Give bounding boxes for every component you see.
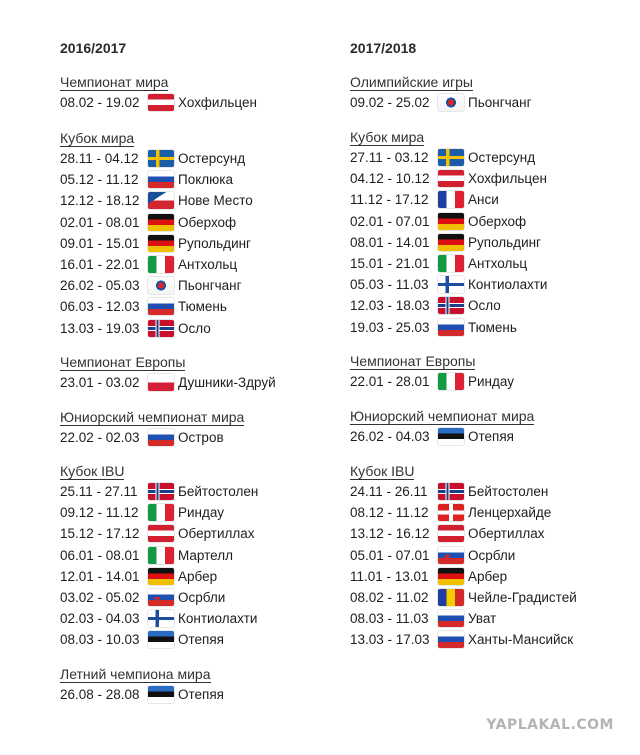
event-row	[60, 169, 253, 190]
event-row	[350, 274, 547, 295]
event-dates: 02.01 - 08.01	[60, 214, 140, 230]
event-dates: 02.03 - 04.03	[60, 611, 140, 627]
schedule-section	[350, 406, 534, 447]
event-dates: 26.02 - 05.03	[60, 278, 140, 294]
event-row	[60, 148, 253, 169]
flag-ger-icon	[438, 213, 464, 230]
flag-rus-icon	[438, 631, 464, 648]
section-title-text: Чемпионат Европы	[350, 353, 476, 369]
event-dates: 05.01 - 07.01	[350, 547, 430, 563]
event-dates: 06.03 - 12.03	[60, 299, 140, 315]
event-row	[60, 427, 244, 448]
section-title-text: Кубок IBU	[350, 463, 415, 479]
schedule-section	[350, 127, 547, 338]
flag-ita-icon	[148, 504, 174, 521]
flag-ita-icon	[438, 373, 464, 390]
event-venue: Обертиллах	[468, 526, 545, 542]
event-row	[350, 295, 547, 316]
section-title-text: Летний чемпиона мира	[60, 666, 211, 682]
flag-rus-icon	[438, 610, 464, 627]
event-venue: Осло	[178, 320, 211, 336]
event-dates: 04.12 - 10.12	[350, 171, 430, 187]
event-venue: Пьонгчанг	[468, 95, 532, 111]
event-venue: Тюмень	[468, 319, 517, 335]
event-row	[350, 523, 577, 544]
event-dates: 22.02 - 02.03	[60, 430, 140, 446]
event-row	[350, 426, 534, 447]
section-title	[350, 127, 547, 147]
schedule-section	[350, 72, 532, 113]
event-dates: 08.12 - 11.12	[350, 505, 429, 521]
event-row	[350, 211, 547, 232]
event-dates: 08.03 - 10.03	[60, 632, 140, 648]
flag-ger-icon	[148, 568, 174, 585]
event-dates: 13.03 - 17.03	[350, 632, 430, 648]
schedule-section	[350, 351, 514, 392]
flag-kor-icon	[438, 94, 464, 111]
event-dates: 13.03 - 19.03	[60, 320, 140, 336]
section-title-text: Юниорский чемпионат мира	[350, 408, 535, 424]
event-dates: 11.01 - 13.01	[350, 568, 429, 584]
event-dates: 11.12 - 17.12	[350, 192, 429, 208]
event-venue: Рупольдинг	[468, 234, 541, 250]
flag-est-icon	[148, 631, 174, 648]
event-venue: Риндау	[178, 505, 224, 521]
event-dates: 08.02 - 19.02	[60, 95, 140, 111]
event-venue: Арбер	[468, 568, 508, 584]
event-dates: 02.01 - 07.01	[350, 213, 430, 229]
event-row	[350, 629, 577, 650]
event-row	[60, 190, 253, 211]
event-venue: Отепяя	[178, 632, 224, 648]
flag-svk-icon	[148, 589, 174, 606]
event-venue: Контиолахти	[178, 611, 258, 627]
event-row	[350, 92, 532, 113]
event-row	[60, 233, 253, 254]
event-venue: Осрбли	[468, 547, 516, 563]
event-dates: 25.11 - 27.11	[60, 484, 138, 500]
section-title	[60, 407, 244, 427]
section-title	[350, 72, 532, 92]
flag-rus-icon	[148, 429, 174, 446]
event-venue: Осрбли	[178, 590, 226, 606]
event-venue: Нове Место	[178, 193, 253, 209]
section-title	[60, 72, 257, 92]
event-venue: Остров	[178, 430, 224, 446]
event-venue: Анси	[468, 192, 499, 208]
event-venue: Отепяя	[468, 429, 514, 445]
event-venue: Остерсунд	[468, 150, 536, 166]
event-dates: 27.11 - 03.12	[350, 150, 429, 166]
event-venue: Осло	[468, 298, 501, 314]
event-venue: Ханты-Мансийск	[468, 632, 574, 648]
event-dates: 19.03 - 25.03	[350, 319, 430, 335]
section-title-text: Юниорский чемпионат мира	[60, 409, 245, 425]
flag-aut-icon	[438, 170, 464, 187]
event-dates: 09.12 - 11.12	[60, 505, 139, 521]
event-row	[60, 275, 253, 296]
event-row	[60, 587, 258, 608]
event-venue: Поклюка	[178, 172, 233, 188]
event-row	[60, 502, 258, 523]
event-row	[60, 254, 253, 275]
event-venue: Хохфильцен	[468, 171, 547, 187]
event-dates: 26.08 - 28.08	[60, 687, 140, 703]
section-title-text: Олимпийские игры	[350, 74, 473, 90]
flag-sui-icon	[438, 504, 464, 521]
event-row	[60, 296, 253, 317]
flag-aut-icon	[148, 94, 174, 111]
schedule-section	[60, 128, 253, 339]
flag-ger-icon	[148, 235, 174, 252]
event-row	[350, 481, 577, 502]
flag-est-icon	[438, 428, 464, 445]
event-row	[60, 92, 257, 113]
event-row	[60, 566, 258, 587]
event-venue: Душники-Здруй	[178, 375, 276, 391]
event-row	[350, 587, 577, 608]
flag-ita-icon	[438, 255, 464, 272]
event-venue: Уват	[468, 611, 497, 627]
event-row	[60, 629, 258, 650]
event-row	[60, 212, 253, 233]
event-row	[350, 168, 547, 189]
event-dates: 24.11 - 26.11	[350, 484, 428, 500]
flag-nor-icon	[148, 320, 174, 337]
schedule-section	[350, 461, 577, 651]
section-title-text: Чемпионат мира	[60, 74, 169, 90]
flag-cze-icon	[148, 192, 174, 209]
event-dates: 28.11 - 04.12	[60, 151, 139, 167]
event-row	[60, 608, 258, 629]
event-row	[350, 608, 577, 629]
event-dates: 06.01 - 08.01	[60, 547, 140, 563]
event-row	[60, 372, 276, 393]
schedule-section	[60, 407, 244, 448]
section-title-text: Кубок мира	[60, 130, 135, 146]
watermark: YAPLAKAL.COM	[486, 717, 614, 733]
event-dates: 12.03 - 18.03	[350, 298, 430, 314]
flag-rus-icon	[148, 171, 174, 188]
event-dates: 26.02 - 04.03	[350, 429, 430, 445]
event-row	[350, 566, 577, 587]
event-venue: Оберхоф	[178, 214, 237, 230]
event-row	[60, 545, 258, 566]
flag-ita-icon	[148, 256, 174, 273]
section-title	[60, 352, 276, 372]
section-title-text: Кубок мира	[350, 129, 425, 145]
event-dates: 09.01 - 15.01	[60, 235, 140, 251]
event-row	[60, 481, 258, 502]
event-row	[60, 523, 258, 544]
event-dates: 16.01 - 22.01	[60, 257, 140, 273]
event-venue: Остерсунд	[178, 151, 246, 167]
event-row	[60, 684, 224, 705]
schedule-section	[60, 72, 257, 113]
flag-fin-icon	[148, 610, 174, 627]
event-row	[350, 371, 514, 392]
flag-ger-icon	[148, 214, 174, 231]
section-title	[350, 406, 534, 426]
flag-kor-icon	[148, 277, 174, 294]
event-row	[350, 189, 547, 210]
flag-nor-icon	[148, 483, 174, 500]
section-title	[60, 128, 253, 148]
flag-nor-icon	[438, 483, 464, 500]
section-title	[60, 461, 258, 481]
event-venue: Пьонгчанг	[178, 278, 242, 294]
flag-swe-icon	[148, 150, 174, 167]
event-venue: Антхольц	[468, 256, 528, 272]
season-title: 2017/2018	[350, 40, 417, 56]
flag-aut-icon	[438, 525, 464, 542]
schedule-section	[60, 461, 258, 651]
flag-fin-icon	[438, 276, 464, 293]
section-title	[350, 351, 514, 371]
event-venue: Ленцерхайде	[468, 505, 552, 521]
flag-nor-icon	[438, 297, 464, 314]
event-venue: Тюмень	[178, 299, 227, 315]
flag-ger-icon	[438, 568, 464, 585]
flag-svk-icon	[438, 547, 464, 564]
event-venue: Оберхоф	[468, 213, 527, 229]
event-dates: 05.12 - 11.12	[60, 172, 139, 188]
section-title-text: Чемпионат Европы	[60, 354, 186, 370]
flag-rus-icon	[148, 298, 174, 315]
event-dates: 09.02 - 25.02	[350, 95, 430, 111]
event-dates: 15.01 - 21.01	[350, 256, 430, 272]
flag-pol-icon	[148, 374, 174, 391]
event-row	[350, 253, 547, 274]
schedule-section	[60, 664, 224, 705]
event-venue: Риндау	[468, 374, 514, 390]
event-dates: 08.01 - 14.01	[350, 234, 430, 250]
event-dates: 23.01 - 03.02	[60, 375, 140, 391]
event-venue: Отепяя	[178, 687, 224, 703]
event-row	[60, 318, 253, 339]
flag-ger-icon	[438, 234, 464, 251]
season-title: 2016/2017	[60, 40, 127, 56]
event-venue: Рупольдинг	[178, 235, 251, 251]
event-dates: 05.03 - 11.03	[350, 277, 429, 293]
event-dates: 13.12 - 16.12	[350, 526, 430, 542]
flag-rus-icon	[438, 319, 464, 336]
event-row	[350, 502, 577, 523]
schedule-section	[60, 352, 276, 393]
event-row	[350, 317, 547, 338]
event-venue: Мартелл	[178, 547, 233, 563]
event-venue: Контиолахти	[468, 277, 548, 293]
event-dates: 15.12 - 17.12	[60, 526, 140, 542]
section-title-text: Кубок IBU	[60, 463, 125, 479]
flag-swe-icon	[438, 149, 464, 166]
event-dates: 03.02 - 05.02	[60, 590, 140, 606]
event-venue: Антхольц	[178, 257, 238, 273]
event-dates: 12.12 - 18.12	[60, 193, 140, 209]
event-row	[350, 147, 547, 168]
event-dates: 08.03 - 11.03	[350, 611, 429, 627]
event-venue: Хохфильцен	[178, 95, 257, 111]
event-venue: Бейтостолен	[178, 484, 259, 500]
section-title	[60, 664, 224, 684]
event-row	[350, 545, 577, 566]
flag-ita-icon	[148, 547, 174, 564]
flag-rou-icon	[438, 589, 464, 606]
flag-est-icon	[148, 686, 174, 703]
section-title	[350, 461, 577, 481]
event-dates: 22.01 - 28.01	[350, 374, 430, 390]
event-row	[350, 232, 547, 253]
flag-aut-icon	[148, 525, 174, 542]
event-venue: Арбер	[178, 568, 218, 584]
event-venue: Чейле-Градистей	[468, 590, 577, 606]
event-venue: Обертиллах	[178, 526, 255, 542]
event-dates: 12.01 - 14.01	[60, 568, 140, 584]
flag-fra-icon	[438, 191, 464, 208]
event-dates: 08.02 - 11.02	[350, 590, 429, 606]
event-venue: Бейтостолен	[468, 484, 549, 500]
